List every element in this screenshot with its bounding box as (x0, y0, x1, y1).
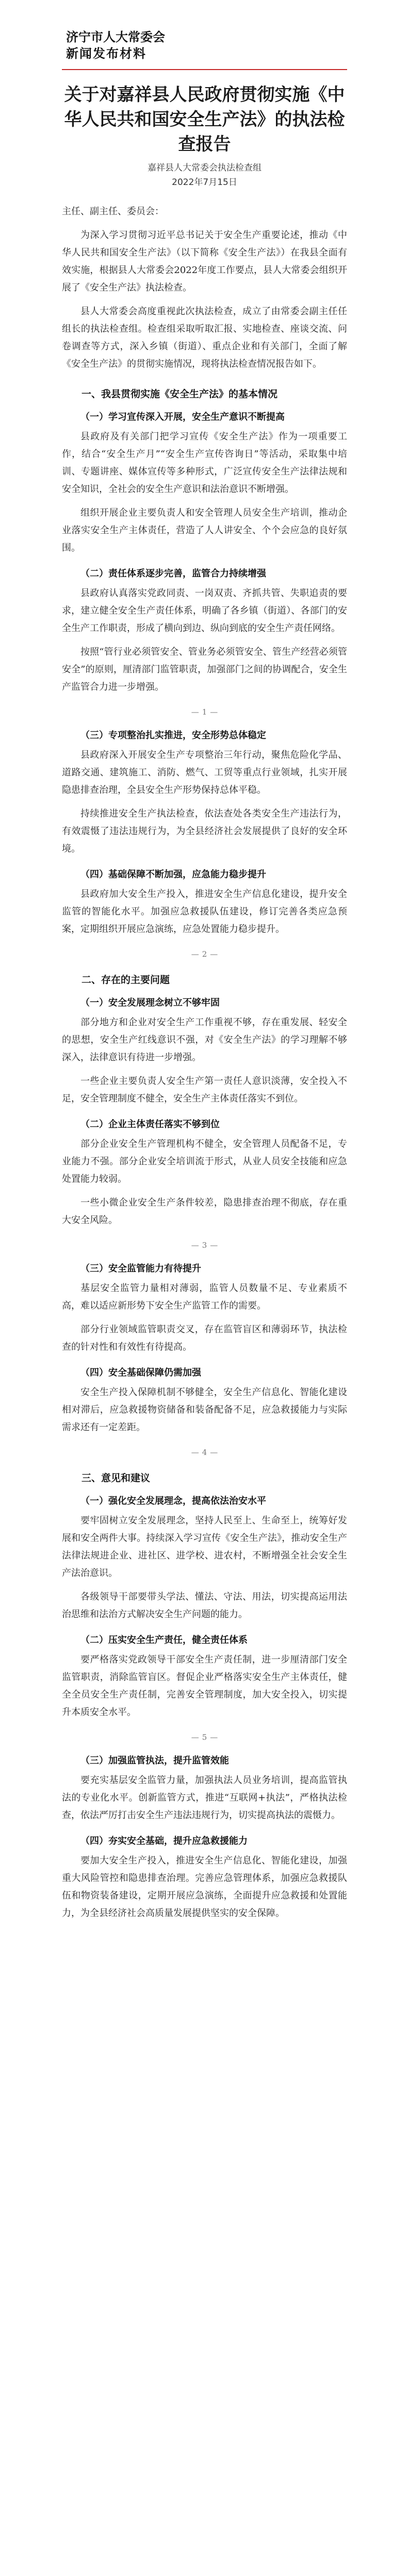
body-paragraph: 部分企业安全生产管理机构不健全，安全管理人员配备不足，专业能力不强。部分企业安全培训流于形式，从业人员安全技能和应急处置能力较弱。 (62, 1139, 347, 1184)
document-header (66, 29, 347, 62)
body-paragraph: 要牢固树立安全发展理念，坚持人民至上、生命至上，统筹好发展和安全两件大事。持续深入学习宣传《安全生产法》，推动安全生产法律法规进企业、进社区、进学校、进农村，不断增强全社会安全生产法治意识。 (62, 1515, 347, 1579)
section-heading: 二、存在的主要问题 (81, 974, 170, 986)
page-number: — 5 — (62, 1733, 347, 1742)
subsection-heading: （三）加强监管执法，提升监管效能 (80, 1755, 229, 1766)
subsection-heading: （四）安全基础保障仍需加强 (80, 1367, 201, 1378)
intro-block (62, 227, 347, 373)
document-date: 2022年7月15日 (172, 177, 237, 188)
body-paragraph: 县政府深入开展安全生产专项整治三年行动，聚焦危险化学品、道路交通、建筑施工、消防、燃气、工贸等重点行业领域，扎实开展隐患排查治理，全县安全生产形势保持总体平稳。 (62, 750, 347, 795)
body-paragraph: 一些企业主要负责人安全生产第一责任人意识淡薄，安全投入不足，安全管理制度不健全，安全生产主体责任落实不到位。 (62, 1076, 347, 1104)
body-paragraph: 一些小微企业安全生产条件较差，隐患排查治理不彻底，存在重大安全风险。 (62, 1197, 347, 1226)
header-divider (62, 69, 347, 70)
body-paragraph: 基层安全监管力量相对薄弱，监管人员数量不足、专业素质不高，难以适应新形势下安全生产监管工作的需要。 (62, 1283, 347, 1311)
body-paragraph: 持续推进安全生产执法检查，依法查处各类安全生产违法行为，有效震慑了违法违规行为，为全县经济社会发展提供了良好的安全环境。 (62, 808, 347, 854)
page-number: — 1 — (62, 707, 347, 717)
body-paragraph: 县政府及有关部门把学习宣传《安全生产法》作为一项重要工作，结合“安全生产月”“安全生产宣传咨询日”等活动，采取集中培训、专题讲座、媒体宣传等多种形式，广泛宣传安全生产法律法规和安全知识，全社会的安全生产意识和法治意识不断增强。 (62, 431, 347, 495)
body-paragraph: 各级领导干部要带头学法、懂法、守法、用法，切实提高运用法治思维和法治方式解决安全生产问题的能力。 (62, 1591, 347, 1620)
subsection-heading: （二）企业主体责任落实不够到位 (80, 1119, 220, 1130)
document-body (62, 386, 347, 1922)
page-number: — 3 — (62, 1241, 347, 1250)
body-paragraph: 部分行业领域监管职责交叉，存在监管盲区和薄弱环节，执法检查的针对性和有效性有待提高。 (62, 1324, 347, 1352)
subsection-heading: （一）安全发展理念树立不够牢固 (80, 997, 220, 1008)
body-paragraph: 组织开展企业主要负责人和安全管理人员安全生产培训，推动企业落实安全生产主体责任，营造了人人讲安全、个个会应急的良好氛围。 (62, 507, 347, 553)
subsection-heading: （四）夯实安全基础，提升应急救援能力 (80, 1836, 248, 1846)
body-paragraph: 部分地方和企业对安全生产工作重视不够，存在重发展、轻安全的思想，安全生产红线意识不强，对《安全生产法》的学习理解不够深入，法律意识有待进一步增强。 (62, 1017, 347, 1063)
body-paragraph: 安全生产投入保障机制不够健全，安全生产信息化、智能化建设相对滞后，应急救援物资储备和装备配备不足，应急救援能力与实际需求还有一定差距。 (62, 1387, 347, 1433)
page-number: — 4 — (62, 1448, 347, 1457)
subsection-heading: （一）强化安全发展理念，提高依法治安水平 (80, 1496, 266, 1506)
document-title: 关于对嘉祥县人民政府贯彻实施《中华人民共和国安全生产法》的执法检查报告 (64, 84, 345, 155)
body-paragraph: 要加大安全生产投入，推进安全生产信息化、智能化建设，加强重大风险管控和隐患排查治理。完善应急管理体系，加强应急救援队伍和物资装备建设，定期开展应急演练，全面提升应急救援和处置能力，为全县经济社会高质量发展提供坚实的安全保障。 (62, 1855, 347, 1919)
subsection-heading: （三）安全监管能力有待提升 (80, 1263, 201, 1274)
salutation: 主任、副主任、委员会： (62, 206, 164, 217)
header-line-2: 新闻发布材料 (66, 46, 146, 61)
intro-paragraph: 县人大常委会高度重视此次执法检查，成立了由常委会副主任任组长的执法检查组。检查组采取听取汇报、实地检查、座谈交流、问卷调查等方式，深入乡镇（街道）、重点企业和有关部门，全面了解《安全生产法》的贯彻实施情况，现将执法检查情况报告如下。 (62, 306, 347, 369)
header-line-1: 济宁市人大常委会 (66, 30, 165, 44)
intro-paragraph: 为深入学习贯彻习近平总书记关于安全生产重要论述，推动《中华人民共和国安全生产法》（以下简称《安全生产法》）在我县全面有效实施，根据县人大常委会2022年度工作要点，县人大常委会组织开展了《安全生产法》执法检查。 (62, 230, 347, 293)
section-heading: 一、我县贯彻实施《安全生产法》的基本情况 (81, 388, 278, 400)
body-paragraph: 要充实基层安全监管力量，加强执法人员业务培训，提高监管执法的专业化水平。创新监管方式，推进“互联网+执法”，严格执法检查，依法严厉打击安全生产违法违规行为，切实提高执法的震慑力。 (62, 1775, 347, 1821)
subsection-heading: （三）专项整治扎实推进，安全形势总体稳定 (80, 730, 266, 741)
body-paragraph: 县政府加大安全生产投入，推进安全生产信息化建设，提升安全监管的智能化水平。加强应急救援队伍建设，修订完善各类应急预案，定期组织开展应急演练，应急处置能力稳步提升。 (62, 889, 347, 935)
subsection-heading: （二）压实安全生产责任，健全责任体系 (80, 1635, 248, 1646)
subsection-heading: （一）学习宣传深入开展，安全生产意识不断提高 (80, 412, 285, 422)
subsection-heading: （二）责任体系逐步完善，监管合力持续增强 (80, 568, 266, 579)
body-paragraph: 要严格落实党政领导干部安全生产责任制，进一步厘清部门安全监管职责，消除监管盲区。督促企业严格落实安全生产主体责任，健全全员安全生产责任制，完善安全管理制度，加大安全投入，切实提升本质安全水平。 (62, 1654, 347, 1718)
document-issuer: 嘉祥县人大常委会执法检查组 (148, 163, 261, 173)
body-paragraph: 按照“管行业必须管安全、管业务必须管安全、管生产经营必须管安全”的原则，厘清部门监管职责，加强部门之间的协调配合，安全生产监管合力进一步增强。 (62, 647, 347, 692)
subsection-heading: （四）基础保障不断加强，应急能力稳步提升 (80, 869, 266, 880)
page-number: — 2 — (62, 950, 347, 959)
section-heading: 三、意见和建议 (81, 1472, 151, 1484)
body-paragraph: 县政府认真落实党政同责、一岗双责、齐抓共管、失职追责的要求，建立健全安全生产责任体系，明确了各乡镇（街道）、各部门的安全生产工作职责，形成了横向到边、纵向到底的安全生产责任网络。 (62, 588, 347, 634)
